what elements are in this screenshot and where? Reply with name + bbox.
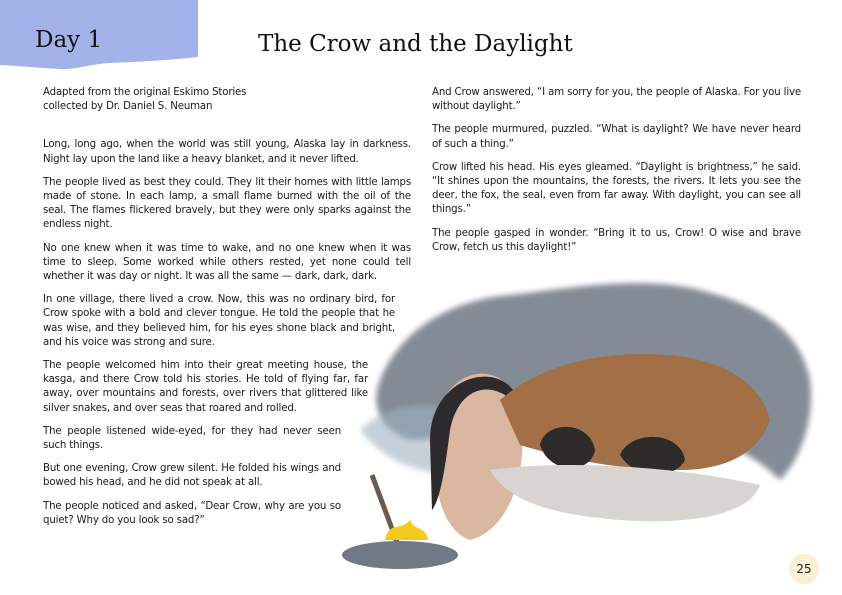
story-paragraph: No one knew when it was time to wake, and no one knew when it was time to sleep. Some worked while others rested, yet none could tell whether it was day or night. It was all the same — dark, dark, dark. — [43, 242, 411, 283]
story-paragraph: Crow lifted his head. His eyes gleamed. “Daylight is brightness,” he said. “It shines upon the mountains, the forests, the rivers. It lets you see the deer, the fox, the seal, even from far away. With daylight, you can see all things.” — [432, 161, 801, 216]
story-paragraph: The people lived as best they could. They lit their homes with little lamps made of stone. In each lamp, a small flame burned with the oil of the seal. The flames flickered bravely, but they were only sparks against the endless night. — [43, 176, 411, 231]
story-paragraph: The people noticed and asked, “Dear Crow, why are you so quiet? Why do you look so sad?” — [43, 500, 341, 526]
story-paragraph: The people gasped in wonder. “Bring it to us, Crow! O wise and brave Crow, fetch us this daylight!” — [432, 227, 801, 253]
stone-lamp — [342, 541, 458, 569]
story-paragraph: And Crow answered, “I am sorry for you, the people of Alaska. For you live without daylight.” — [432, 87, 801, 113]
day-label: Day 1 — [35, 27, 103, 53]
right-column — [432, 86, 801, 264]
story-paragraph: Long, long ago, when the world was still young, Alaska lay in darkness. Night lay upon the land like a heavy blanket, and it never lifted. — [43, 139, 411, 165]
credit-line-1: Adapted from the original Eskimo Stories — [43, 87, 247, 98]
story-paragraph: The people murmured, puzzled. “What is daylight? We have never heard of such a thing.” — [432, 124, 801, 150]
page-number: 25 — [789, 554, 819, 584]
credit — [43, 86, 411, 114]
credit-line-2: collected by Dr. Daniel S. Neuman — [43, 101, 213, 113]
story-paragraph: But one evening, Crow grew silent. He folded his wings and bowed his head, and he did not speak at all. — [43, 463, 341, 489]
story-paragraph: In one village, there lived a crow. Now, this was no ordinary bird, for Crow spoke with a bold and clever tongue. He told the people that he was wise, and they believed him, for his eyes shone black and bright, and his voice was strong and sure. — [43, 294, 395, 348]
watercolor-illustration — [340, 270, 820, 595]
day-tab — [0, 0, 198, 70]
blanket-lower — [490, 465, 760, 521]
page-title: The Crow and the Daylight — [258, 31, 573, 57]
story-paragraph: The people listened wide-eyed, for they had never seen such things. — [43, 425, 341, 452]
story-paragraph: The people welcomed him into their great meeting house, the kasga, and there Crow told his stories. He told of flying far, far away, over mountains and forests, over rivers that glittered like silver snakes, and over seas that roared and rolled. — [43, 360, 368, 414]
